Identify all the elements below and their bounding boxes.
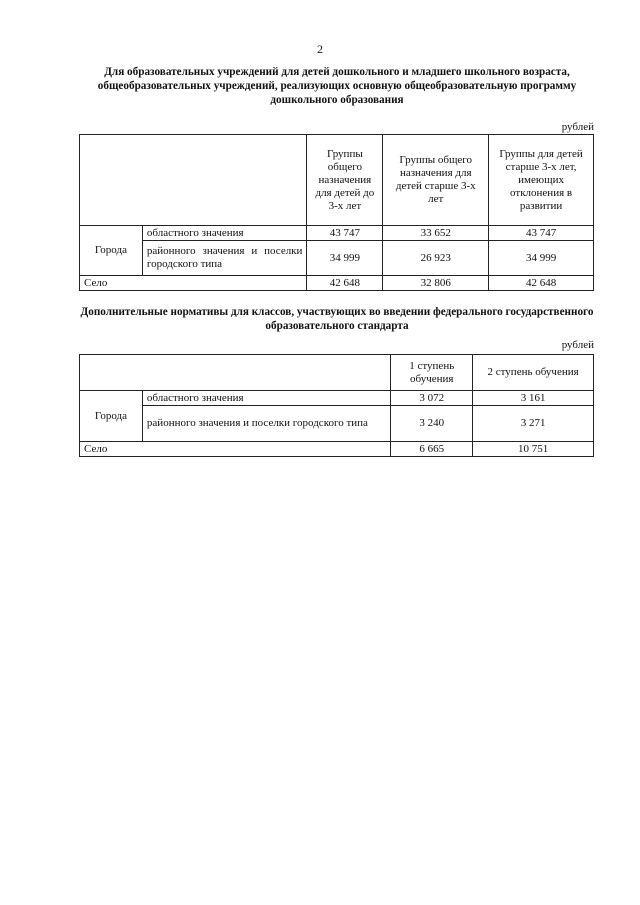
table2-title: Дополнительные нормативы для классов, участвующих во введении федерального государственного образовательного стандарта [80, 306, 594, 332]
value-cell: 10 751 [473, 442, 594, 457]
value-cell: 26 923 [383, 241, 489, 276]
value-cell: 42 648 [489, 276, 594, 291]
value-cell: 43 747 [307, 226, 383, 241]
header-stage-2: 2 ступень обучения [473, 355, 594, 391]
table-header-row [80, 355, 594, 391]
value-cell: 3 161 [473, 391, 594, 406]
header-group-special: Группы для детей старше 3-х лет, имеющих отклонения в развитии [489, 135, 594, 226]
value-cell: 6 665 [391, 442, 473, 457]
value-cell: 42 648 [307, 276, 383, 291]
value-cell: 32 806 [383, 276, 489, 291]
preschool-norms-table [79, 134, 594, 291]
row-label: областного значения [142, 226, 307, 241]
header-stage-1: 1 ступень обучения [391, 355, 473, 391]
page-number: 2 [317, 42, 323, 56]
table2-unit: рублей [561, 339, 594, 351]
value-cell: 34 999 [307, 241, 383, 276]
table1-unit: рублей [561, 121, 594, 133]
value-cell: 3 240 [391, 406, 473, 442]
table-row [80, 241, 594, 276]
table-row [80, 391, 594, 406]
value-cell: 33 652 [383, 226, 489, 241]
row-label: Село [80, 276, 307, 291]
header-group-over-3: Группы общего назначения для детей старше 3-х лет [383, 135, 489, 226]
row-label: районного значения и поселки городского типа [142, 406, 390, 442]
table-row [80, 276, 594, 291]
table-row [80, 226, 594, 241]
fgos-norms-table [79, 354, 594, 457]
value-cell: 43 747 [489, 226, 594, 241]
table-header-row [80, 135, 594, 226]
row-label: районного значения и поселки городского типа [142, 241, 307, 276]
value-cell: 3 271 [473, 406, 594, 442]
row-label: областного значения [142, 391, 390, 406]
value-cell: 3 072 [391, 391, 473, 406]
row-label: Село [80, 442, 391, 457]
table-row [80, 442, 594, 457]
table-row [80, 406, 594, 442]
cities-label: Города [80, 226, 143, 276]
cities-label: Города [80, 391, 143, 442]
header-empty-cell [80, 355, 391, 391]
header-empty-cell [80, 135, 307, 226]
value-cell: 34 999 [489, 241, 594, 276]
table1-title: Для образовательных учреждений для детей дошкольного и младшего школьного возраста, общеобразовательных учреждений, реализующих основную общеобразовательную программу дошкольного образования [97, 66, 577, 106]
header-group-under-3: Группы общего назначения для детей до 3-х лет [307, 135, 383, 226]
